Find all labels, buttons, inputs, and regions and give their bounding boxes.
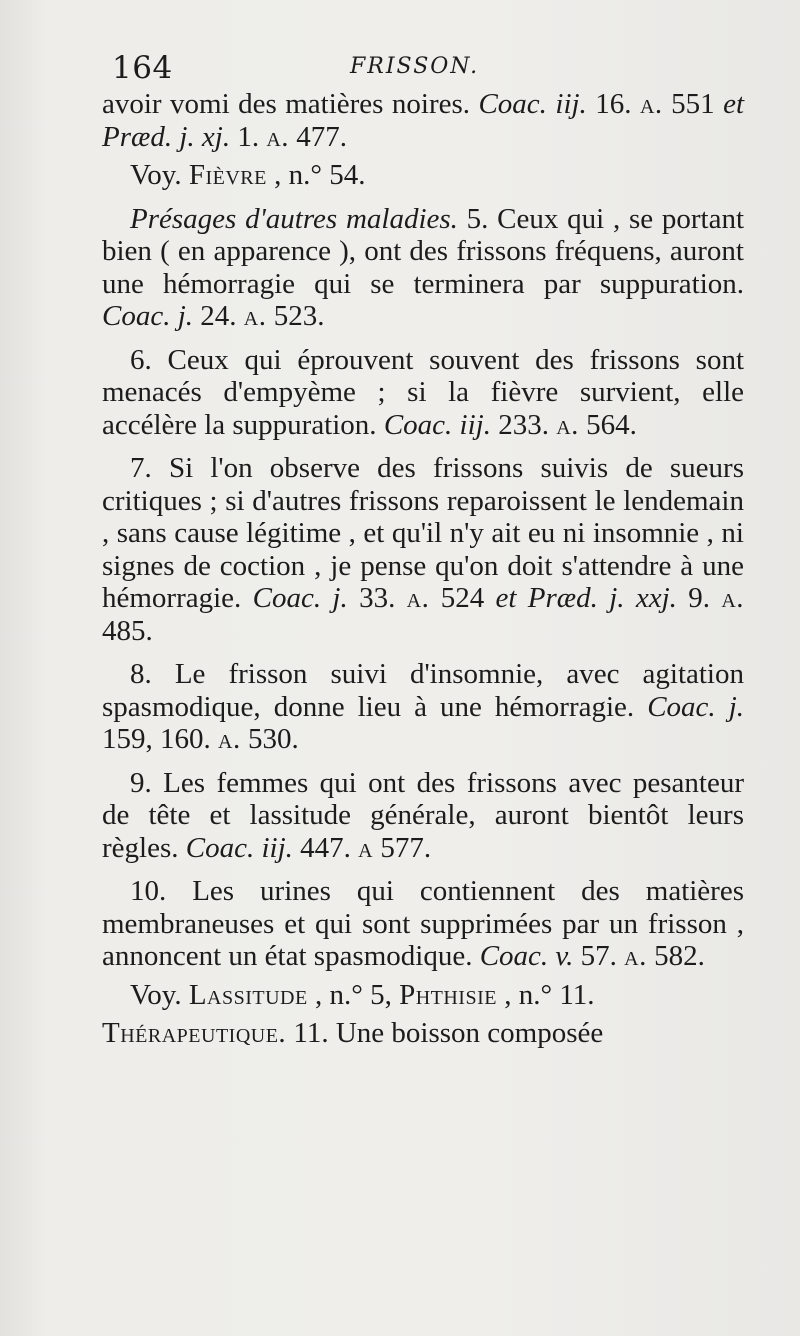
text-run: 577.	[373, 831, 432, 864]
small-caps-text: a.	[218, 723, 241, 755]
text-run: 582.	[646, 940, 705, 972]
text-run: 24.	[193, 300, 244, 332]
small-caps-text: a.	[406, 582, 430, 614]
text-run: , n.° 11.	[496, 978, 595, 1011]
paragraph	[102, 767, 744, 865]
small-caps-text: Thérapeutique.	[102, 1017, 287, 1049]
small-caps-text: a.	[639, 88, 663, 120]
text-run: , n.° 5,	[307, 978, 400, 1011]
text-run: 33.	[347, 582, 407, 614]
paragraph	[102, 344, 744, 442]
text-run: 485.	[102, 614, 153, 647]
small-caps-text: a.	[624, 940, 647, 972]
paragraph	[102, 203, 744, 333]
text-run: 159, 160.	[102, 723, 218, 755]
paragraph	[102, 658, 744, 756]
paragraph	[102, 88, 744, 153]
small-caps-text: Fièvre	[188, 159, 267, 191]
text-run: Voy.	[130, 978, 189, 1011]
text-run: 16.	[586, 88, 640, 120]
italic-citation: Coac. v.	[479, 940, 574, 972]
running-title: FRISSON.	[350, 54, 480, 79]
italic-citation: et Præd. j. xj.	[102, 88, 745, 153]
text-run: 6. Ceux qui éprouvent souvent des frissons sont menacés d'empyème ; si la fièvre survient, elle accélère la suppuration.	[102, 343, 744, 441]
italic-citation: Présages d'autres maladies.	[130, 202, 458, 235]
page-body	[102, 88, 744, 1061]
italic-citation: Coac. j.	[252, 582, 348, 614]
text-run: 9.	[676, 582, 722, 614]
small-caps-text: a	[358, 831, 374, 864]
text-run: 7. Si l'on observe des frissons suivis de sueurs critiques ; si d'autres frissons reparoissent le lendemain , sans cause légitime , et qu'il n'y ait eu ni insomnie , ni signes de coction , je pense qu'on doit s'attendre à une hémorragie.	[102, 452, 744, 614]
small-caps-text: a.	[243, 300, 267, 332]
small-caps-text: a.	[266, 120, 290, 153]
small-caps-text: Lassitude	[188, 978, 308, 1011]
small-caps-text: a.	[721, 582, 745, 614]
page-number: 164	[112, 50, 173, 86]
text-run: avoir vomi des matières noires.	[102, 88, 479, 120]
italic-citation: Coac. iij.	[383, 408, 491, 441]
text-run: 523.	[266, 300, 325, 332]
italic-citation: Coac. j.	[647, 690, 744, 723]
paragraph	[102, 979, 744, 1012]
text-run: 57.	[573, 940, 625, 972]
text-run: 5. Ceux qui , se portant bien ( en apparence ), ont des frissons fréquens, auront une hémorragie qui se terminera par suppuration.	[102, 202, 745, 300]
small-caps-text: Phthisie	[399, 978, 497, 1011]
text-run: 233.	[490, 408, 557, 441]
italic-citation: et Præd. j. xxj.	[495, 582, 677, 614]
text-run: 11. Une boisson composée	[286, 1017, 604, 1049]
paragraph	[102, 1017, 744, 1050]
small-caps-text: a.	[556, 408, 579, 441]
text-run: 10. Les urines qui contiennent des matières membraneuses et qui sont supprimées par un frisson , annoncent un état spasmodique.	[102, 875, 744, 972]
paragraph	[102, 452, 744, 647]
text-run: 551	[662, 88, 724, 120]
paragraph	[102, 159, 744, 192]
italic-citation: Coac. j.	[102, 300, 194, 332]
text-run: 8. Le frisson suivi d'insomnie, avec agitation spasmodique, donne lieu à une hémorragie.	[102, 658, 744, 723]
italic-citation: Coac. iij.	[478, 88, 587, 120]
text-run: Voy.	[130, 159, 189, 191]
text-run: 524	[429, 582, 496, 614]
text-run: 447.	[292, 831, 359, 864]
italic-citation: Coac. iij.	[185, 831, 293, 864]
text-run: 1.	[230, 120, 267, 153]
text-run: 9. Les femmes qui ont des frissons avec pesanteur de tête et lassitude générale, auront bientôt leurs règles.	[102, 766, 744, 864]
text-run: 564.	[578, 408, 637, 441]
text-run: 477.	[289, 120, 348, 153]
text-run: , n.° 54.	[266, 159, 366, 191]
paragraph	[102, 875, 744, 973]
text-run: 530.	[240, 723, 299, 755]
